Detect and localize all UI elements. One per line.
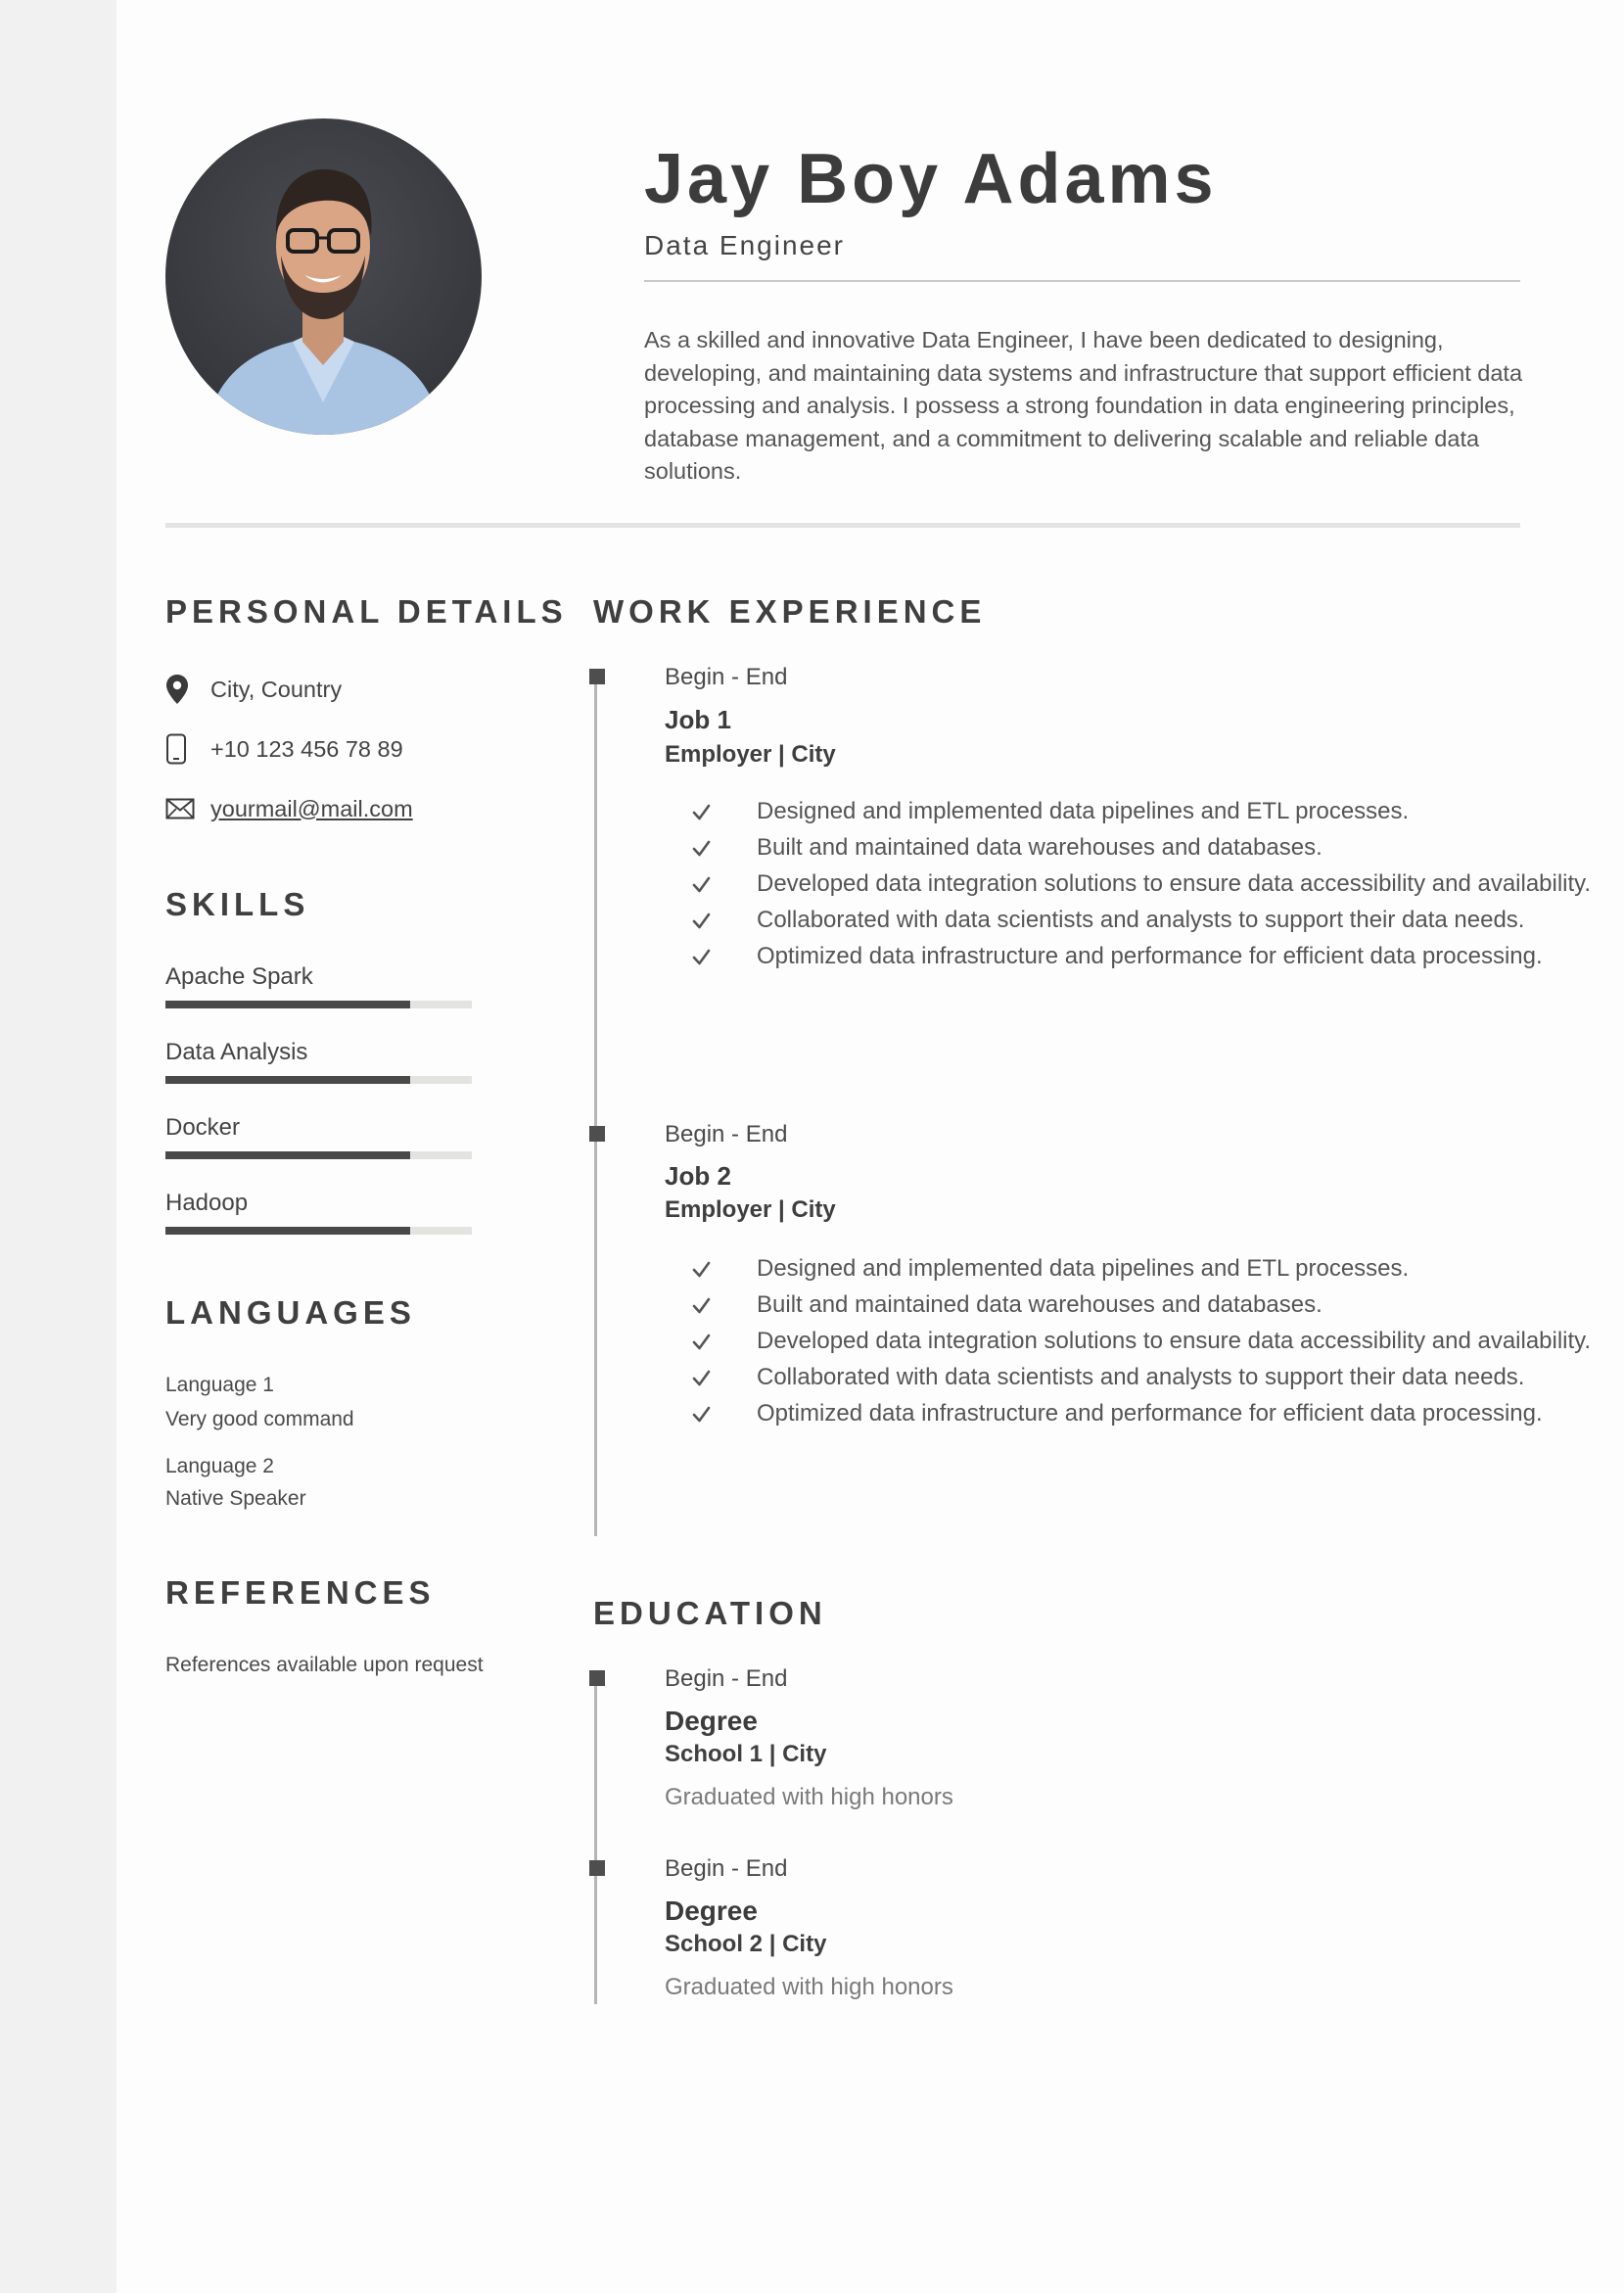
skill-level-bar — [165, 1151, 472, 1159]
education-heading: EDUCATION — [593, 1595, 827, 1631]
responsibility-item — [689, 939, 1624, 974]
education-2-note: Graduated with high honors — [665, 1974, 953, 2000]
mobile-phone-icon — [165, 732, 199, 766]
responsibility-text: Designed and implemented data pipelines and ETL processes. — [757, 798, 1410, 824]
languages-heading: LANGUAGES — [165, 1294, 416, 1331]
education-1-degree: Degree — [665, 1706, 758, 1736]
responsibility-text: Developed data integration solutions to ensure data accessibility and availability. — [757, 1328, 1592, 1354]
references-heading: REFERENCES — [165, 1574, 436, 1611]
skill-level-bar — [165, 1076, 472, 1084]
check-icon — [691, 1292, 713, 1314]
phone-row — [165, 729, 403, 769]
skill-name: Hadoop — [165, 1190, 249, 1216]
skill-level-fill — [165, 1001, 410, 1008]
email-link[interactable]: yourmail@mail.com — [210, 795, 413, 821]
skill-level-fill — [165, 1076, 410, 1084]
check-icon — [691, 1401, 713, 1423]
responsibility-item — [689, 1251, 1624, 1287]
job-1-dates: Begin - End — [665, 664, 788, 690]
responsibility-text: Collaborated with data scientists and analysts to support their data needs. — [757, 907, 1525, 933]
responsibility-text: Built and maintained data warehouses and databases. — [757, 1291, 1322, 1318]
responsibility-item — [689, 866, 1624, 902]
profile-summary: As a skilled and innovative Data Engineer, I have been dedicated to designing, developing, and maintaining data systems and infrastructure that support efficient data processing and analysis. I possess a strong foundation in data engineering principles, database management, and a commitment to delivering scalable and reliable data solutions. — [644, 327, 1523, 484]
responsibility-item — [689, 903, 1624, 938]
timeline-marker — [589, 1670, 605, 1686]
job-2-dates: Begin - End — [665, 1121, 788, 1147]
check-icon — [691, 944, 713, 965]
education-2-school: School 2 | City — [665, 1931, 827, 1957]
job-1-title: Job 1 — [665, 705, 731, 734]
education-1-school: School 1 | City — [665, 1741, 827, 1767]
job-1-employer: Employer | City — [665, 741, 836, 768]
timeline-marker — [589, 1126, 605, 1142]
education-1-dates: Begin - End — [665, 1665, 788, 1692]
job-2-bullets — [689, 1251, 1624, 1432]
candidate-name: Jay Boy Adams — [644, 140, 1218, 218]
education-2-dates: Begin - End — [665, 1855, 788, 1882]
education-1-note: Graduated with high honors — [665, 1784, 953, 1810]
education-2-degree: Degree — [665, 1895, 758, 1926]
skill-level-fill — [165, 1227, 410, 1235]
envelope-icon — [165, 792, 199, 825]
responsibility-item — [689, 1360, 1624, 1395]
skill-name: Data Analysis — [165, 1039, 308, 1065]
check-icon — [691, 908, 713, 929]
location-pin-icon — [165, 673, 199, 706]
responsibility-item — [689, 830, 1624, 866]
skill-name: Apache Spark — [165, 963, 313, 990]
work-timeline-line — [594, 678, 597, 1536]
profile-photo — [165, 118, 482, 435]
header-divider — [165, 523, 1520, 528]
skill-level-bar — [165, 1001, 472, 1008]
responsibility-item — [689, 1287, 1624, 1323]
location-text: City, Country — [210, 676, 343, 702]
responsibility-item — [689, 1324, 1624, 1359]
timeline-marker — [589, 1860, 605, 1876]
references-text: References available upon request — [165, 1654, 484, 1676]
skills-heading: SKILLS — [165, 886, 310, 922]
work-experience-heading: WORK EXPERIENCE — [593, 593, 987, 630]
responsibility-text: Developed data integration solutions to ensure data accessibility and availability. — [757, 870, 1592, 897]
responsibility-text: Collaborated with data scientists and analysts to support their data needs. — [757, 1364, 1525, 1390]
language-1-level: Very good command — [165, 1408, 354, 1430]
timeline-marker — [589, 669, 605, 684]
email-row[interactable] — [165, 789, 413, 828]
education-timeline-line — [594, 1671, 597, 2004]
check-icon — [691, 799, 713, 820]
skill-name: Docker — [165, 1114, 241, 1141]
title-divider — [644, 280, 1520, 282]
responsibility-text: Designed and implemented data pipelines and ETL processes. — [757, 1255, 1410, 1282]
skill-level-fill — [165, 1151, 410, 1159]
responsibility-text: Optimized data infrastructure and performance for efficient data processing. — [757, 943, 1543, 969]
resume-page — [116, 0, 1624, 2293]
job-title: Data Engineer — [644, 230, 846, 260]
responsibility-text: Built and maintained data warehouses and databases. — [757, 834, 1322, 861]
phone-text: +10 123 456 78 89 — [210, 735, 403, 762]
check-icon — [691, 1365, 713, 1386]
language-2-level: Native Speaker — [165, 1487, 306, 1510]
language-1-name: Language 1 — [165, 1374, 274, 1396]
job-1-bullets — [689, 794, 1624, 975]
skill-level-bar — [165, 1227, 472, 1235]
check-icon — [691, 1256, 713, 1278]
job-2-title: Job 2 — [665, 1161, 731, 1191]
responsibility-item — [689, 1396, 1624, 1431]
check-icon — [691, 835, 713, 857]
job-2-employer: Employer | City — [665, 1196, 836, 1223]
check-icon — [691, 871, 713, 893]
location-row — [165, 670, 342, 709]
language-2-name: Language 2 — [165, 1455, 274, 1477]
personal-details-heading: PERSONAL DETAILS — [165, 593, 568, 630]
responsibility-item — [689, 794, 1624, 829]
responsibility-text: Optimized data infrastructure and performance for efficient data processing. — [757, 1400, 1543, 1427]
check-icon — [691, 1329, 713, 1350]
